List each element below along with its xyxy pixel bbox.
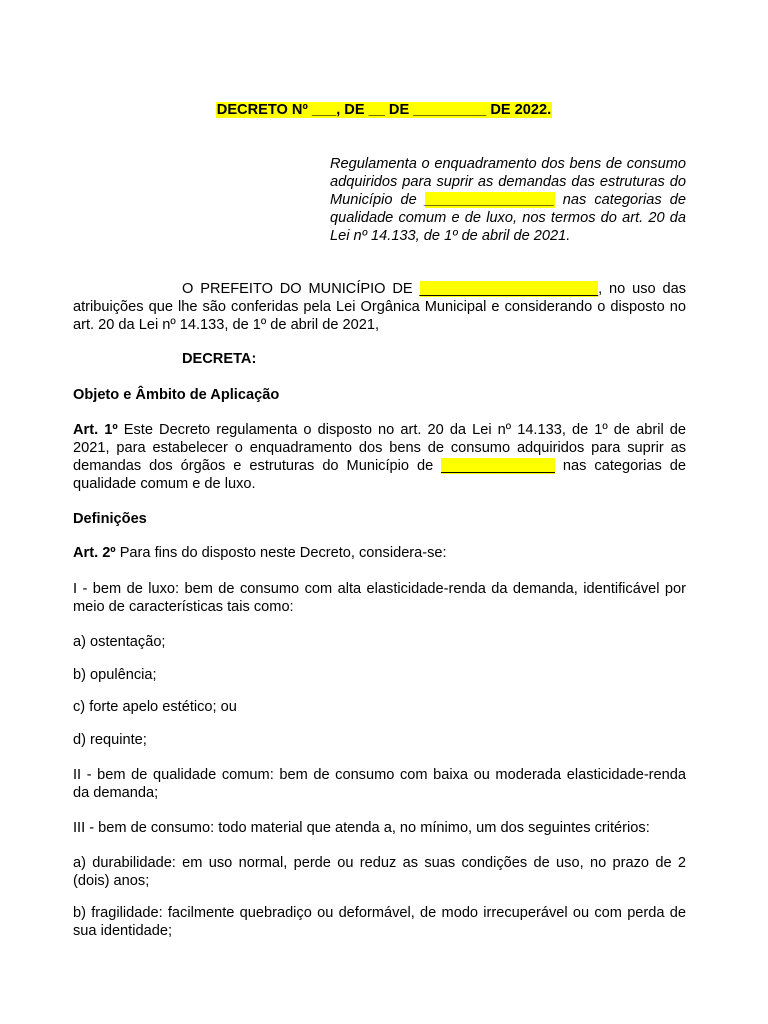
ementa-municipio-blank: ________________ [424,192,555,208]
inciso-3: III - bem de consumo: todo material que atenda a, no mínimo, um dos seguintes critérios: [73,820,650,836]
ementa-text-end: . [566,228,571,244]
item-c-apelo-estetico: c) forte apelo estético; ou [73,699,237,715]
item-d-requinte: d) requinte; [73,732,147,748]
item-b-opulencia: b) opulência; [73,667,157,683]
preamble-municipio-blank: ______________________ [419,281,599,297]
inciso-2: II - bem de qualidade comum: bem de consumo com baixa ou moderada elasticidade-renda da demanda; [73,767,686,801]
item-b-fragilidade: b) fragilidade: facilmente quebradiço ou deformável, de modo irrecuperável ou com perda de sua identidade; [73,905,686,939]
item-a-durabilidade: a) durabilidade: em uso normal, perde ou reduz as suas condições de uso, no prazo de 2 (dois) anos; [73,855,686,889]
ementa-text-1: Regulamenta o enquadramento dos bens de consumo adquiridos para suprir as demandas das estruturas do Município de [330,156,686,208]
article-1 [73,421,686,493]
article-2 [73,544,447,562]
decreta-label: DECRETA: [182,351,257,367]
article-1-text-1: Este Decreto regulamenta o disposto no art. 20 da Lei nº 14.133, de 1º de abril de 2021, para estabelecer o enquadramento dos bens de consumo adquiridos para suprir as demandas dos órgãos e estruturas do Município de [73,422,687,474]
preamble [73,280,686,334]
decree-title-text: DECRETO Nº ___, DE __ DE _________ DE 2022. [216,102,552,118]
article-1-text-2: nas categorias de qualidade comum e de luxo. [73,458,686,492]
inciso-1: I - bem de luxo: bem de consumo com alta elasticidade-renda da demanda, identificável por meio de características tais como: [73,581,686,615]
article-1-municipio-blank: ______________ [441,458,555,474]
preamble-text-2: , no uso das atribuições que lhe são conferidas pela Lei Orgânica Municipal e considerando o disposto no art. 20 da Lei nº 14.133, de 1º de abril de 2021, [73,281,687,333]
decree-title [0,101,768,119]
item-a-ostentacao: a) ostentação; [73,634,166,650]
ementa [330,155,686,245]
article-2-text: Para fins do disposto neste Decreto, considera-se: [115,545,447,561]
article-2-label: Art. 2º [73,545,116,561]
section-heading-objeto: Objeto e Âmbito de Aplicação [73,387,280,403]
article-1-label: Art. 1º [73,422,118,438]
ementa-text-2: nas categorias de qualidade comum e de luxo, nos termos do art. 20 da Lei nº 14.133, de 1º de abril de 2021 [330,192,686,244]
section-heading-definicoes: Definições [73,511,147,527]
preamble-text-1: O PREFEITO DO MUNICÍPIO DE [182,281,420,297]
